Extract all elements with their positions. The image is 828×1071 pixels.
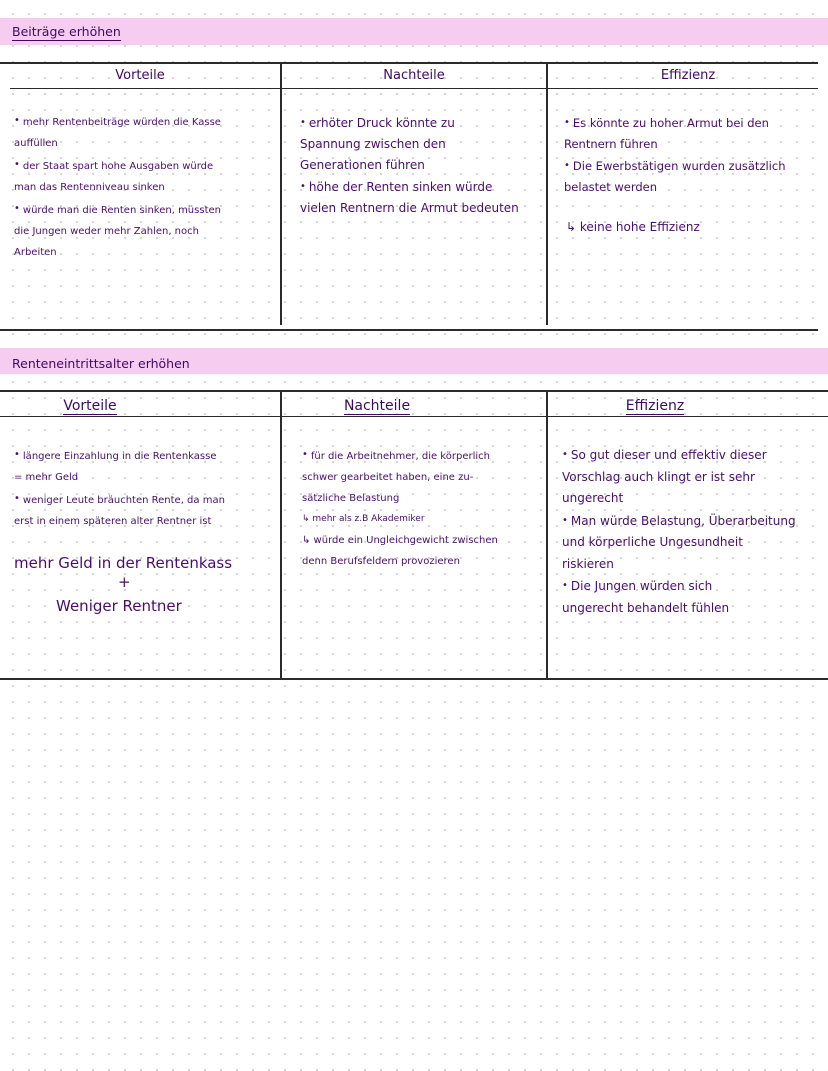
list-item: • für die Arbeitnehmer, die körperlich [302,444,498,467]
list-item: Generationen führen [300,158,425,172]
section1-title: Beiträge erhöhen [12,24,121,39]
section2-nachteile-list [302,444,498,572]
section1-conclusion: ↳ keine hohe Effizienz [566,220,700,234]
list-item: • würde man die Renten sinken, müssten [14,198,221,221]
section2-header-effizienz-text: Effizienz [625,398,685,414]
section2-header-vorteile-text: Vorteile [63,398,117,414]
section2-summary-line2: Weniger Rentner [56,597,182,615]
list-item: ungerecht behandelt fühlen [562,600,730,615]
list-item: Vorschlag auch klingt er ist sehr [562,469,755,484]
list-item: vielen Rentnern die Armut bedeuten [300,201,519,215]
section2-bottom-rule [0,678,828,680]
list-item: • längere Einzahlung in die Rentenkasse [14,444,225,467]
list-item: • Die Ewerbstätigen wurden zusätzlich [564,155,785,177]
list-item: Arbeiten [14,247,57,258]
list-item: • der Staat spart hohe Ausgaben würde [14,154,221,177]
list-item: auffüllen [14,138,58,149]
list-item: ↳ mehr als z.B Akademiker [302,514,425,524]
list-item: sätzliche Belastung [302,493,400,504]
list-item: • mehr Rentenbeiträge würden die Kasse [14,110,221,133]
section1-nachteile-list [300,112,519,219]
section2-title: Renteneintrittsalter erhöhen [12,356,190,371]
section2-header-rule [0,416,828,417]
section1-band [0,18,828,45]
list-item: • höhe der Renten sinken würde [300,176,519,198]
section1-vorteile-list [14,110,221,263]
section2-vorteile-list [14,444,225,532]
section2-divider-1 [280,392,282,678]
section1-header-effizienz: Effizienz [660,68,716,83]
section1-top-rule [0,62,818,64]
list-item: man das Rentenniveau sinken [14,182,165,193]
list-item: die Jungen weder mehr Zahlen, noch [14,226,199,237]
section1-divider-1 [280,64,282,325]
list-item: • weniger Leute bräuchten Rente, da man [14,488,225,511]
list-item: ↳ würde ein Ungleichgewicht zwischen [302,535,498,546]
section2-header-nachteile [282,398,472,414]
section1-bottom-rule [0,329,818,331]
list-item: belastet werden [564,180,658,194]
list-item: erst in einem späteren alter Rentner ist [14,516,212,527]
list-item: schwer gearbeitet haben, eine zu- [302,472,474,483]
section2-effizienz-list [562,444,796,619]
section2-header-vorteile [0,398,180,414]
list-item: riskieren [562,556,614,571]
list-item: denn Berufsfeldern provozieren [302,556,460,567]
section2-top-rule [0,390,828,392]
section2-header-effizienz [548,398,762,414]
list-item: • Die Jungen würden sich [562,575,796,598]
section1-header-vorteile: Vorteile [115,68,165,83]
list-item: ungerecht [562,491,624,505]
list-item: und körperliche Ungesundheit [562,535,743,549]
list-item: • So gut dieser und effektiv dieser [562,444,796,467]
section1-divider-2 [546,64,548,325]
section2-summary-line1: mehr Geld in der Rentenkass [14,554,233,572]
list-item: Spannung zwischen den [300,137,446,151]
section1-header-rule [10,88,818,89]
section1-header-nachteile: Nachteile [383,68,445,83]
list-item: • erhöter Druck könnte zu [300,112,519,134]
section2-header-nachteile-text: Nachteile [343,398,411,414]
section2-divider-2 [546,392,548,678]
section2-summary-plus: + [118,573,131,591]
list-item: Rentnern führen [564,137,658,151]
list-item: • Man würde Belastung, Überarbeitung [562,510,796,533]
list-item: • Es könnte zu hoher Armut bei den [564,112,785,134]
list-item: = mehr Geld [14,472,79,483]
section1-effizienz-list [564,112,785,198]
